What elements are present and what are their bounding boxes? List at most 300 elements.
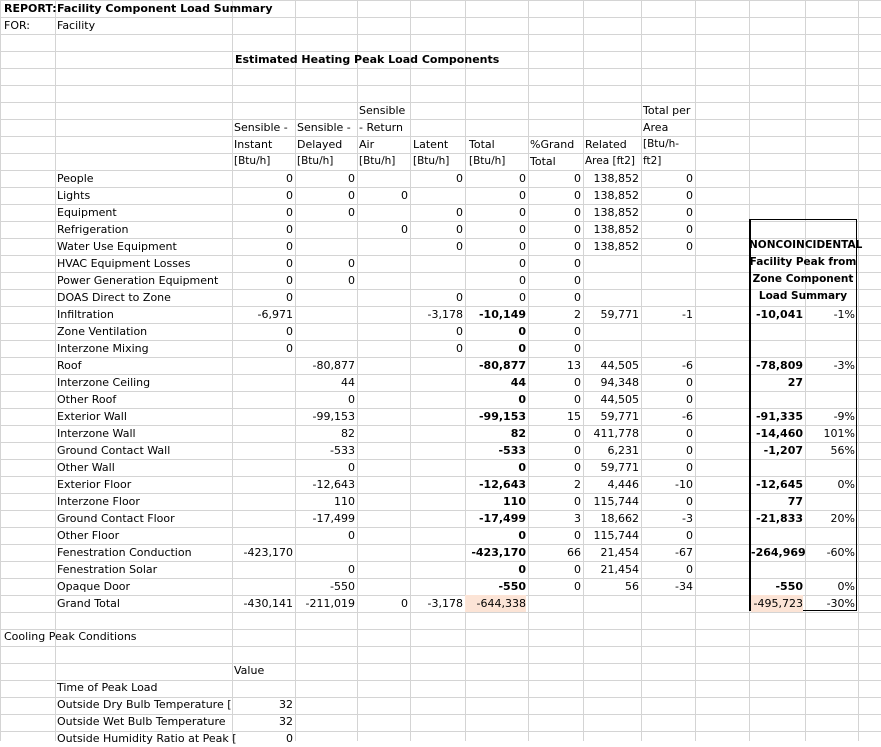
row-label: Ground Contact Floor bbox=[57, 512, 175, 525]
cell-sensible-instant bbox=[232, 459, 293, 476]
cell-total: -99,153 bbox=[478, 410, 526, 423]
cell-sensible-return bbox=[357, 391, 408, 408]
cell-sensible-return bbox=[357, 289, 408, 306]
cell-total-per-area: 0 bbox=[686, 529, 693, 542]
cell-total: 44 bbox=[510, 376, 526, 389]
cell-pct-grand-total: 0 bbox=[574, 291, 581, 304]
row-label: Infiltration bbox=[57, 308, 114, 321]
cell-total: 0 bbox=[519, 257, 526, 270]
cell-total: 0 bbox=[519, 291, 526, 304]
cell-noncoincidental-value: 77 bbox=[787, 495, 803, 508]
cell-noncoincidental-pct bbox=[805, 561, 855, 578]
row-label: Exterior Floor bbox=[57, 478, 132, 491]
cell-total: 0 bbox=[518, 461, 526, 474]
cooling-row-value bbox=[232, 679, 293, 696]
cell-sensible-return bbox=[357, 527, 408, 544]
cell-noncoincidental-value bbox=[751, 238, 803, 255]
section-title: Estimated Heating Peak Load Components bbox=[235, 53, 500, 66]
cell-latent bbox=[410, 476, 463, 493]
cell-sensible-instant: 0 bbox=[286, 206, 293, 219]
cell-total-per-area: 0 bbox=[686, 189, 693, 202]
cell-sensible-return bbox=[357, 323, 408, 340]
cell-sensible-delayed: -533 bbox=[330, 444, 355, 457]
cell-sensible-return bbox=[357, 459, 408, 476]
cell-total: -423,170 bbox=[471, 546, 526, 559]
cell-sensible-return bbox=[357, 425, 408, 442]
cell-noncoincidental-pct: 101% bbox=[823, 427, 855, 440]
cell-noncoincidental-value bbox=[751, 187, 803, 204]
cell-total: 110 bbox=[503, 495, 526, 508]
cell-sensible-instant bbox=[232, 425, 293, 442]
cell-related-area: 138,852 bbox=[593, 206, 639, 219]
cell-sensible-instant: 0 bbox=[286, 257, 293, 270]
cell-pct-grand-total: 0 bbox=[574, 376, 581, 389]
cell-total-per-area bbox=[641, 323, 693, 340]
cell-total-per-area: -1 bbox=[682, 308, 693, 321]
cell-sensible-instant: 0 bbox=[286, 291, 293, 304]
cell-latent bbox=[410, 578, 463, 595]
cell-total-per-area bbox=[641, 289, 693, 306]
cell-related-area: 138,852 bbox=[593, 172, 639, 185]
cell-total-per-area: 0 bbox=[686, 206, 693, 219]
cell-latent bbox=[410, 255, 463, 272]
cell-related-area: 18,662 bbox=[600, 512, 639, 525]
cell-latent bbox=[410, 391, 463, 408]
cell-noncoincidental-value bbox=[751, 272, 803, 289]
cell-total: 0 bbox=[519, 206, 526, 219]
cell-related-area bbox=[583, 340, 639, 357]
cell-latent bbox=[410, 425, 463, 442]
cell-sensible-return bbox=[357, 170, 408, 187]
cell-total-per-area: 0 bbox=[686, 223, 693, 236]
cell-total-per-area: -6 bbox=[682, 410, 693, 423]
cell-sensible-instant: 0 bbox=[286, 342, 293, 355]
cell-sensible-instant: 0 bbox=[286, 325, 293, 338]
cell-noncoincidental-value: -1,207 bbox=[763, 444, 803, 457]
cell-total-per-area: 0 bbox=[686, 376, 693, 389]
cell-sensible-return bbox=[357, 340, 408, 357]
cell-sensible-return bbox=[357, 442, 408, 459]
cell-sensible-delayed: 0 bbox=[348, 563, 355, 576]
row-label: Interzone Mixing bbox=[57, 342, 149, 355]
cell-sensible-delayed bbox=[295, 289, 355, 306]
cell-latent: 0 bbox=[456, 240, 463, 253]
cell-noncoincidental-pct bbox=[805, 323, 855, 340]
cell-pct-grand-total: 0 bbox=[574, 325, 581, 338]
cell-total-per-area: 0 bbox=[686, 172, 693, 185]
cell-latent: -3,178 bbox=[427, 597, 463, 610]
row-label: Interzone Ceiling bbox=[57, 376, 151, 389]
cell-related-area: 21,454 bbox=[600, 563, 639, 576]
cell-noncoincidental-value: -14,460 bbox=[755, 427, 803, 440]
cell-total: 0 bbox=[519, 240, 526, 253]
cooling-section-title: Cooling Peak Conditions bbox=[4, 630, 137, 643]
row-label: Zone Ventilation bbox=[57, 325, 148, 338]
cell-total: 0 bbox=[519, 274, 526, 287]
cell-total-per-area bbox=[641, 272, 693, 289]
cell-noncoincidental-pct: -9% bbox=[833, 410, 855, 423]
cell-noncoincidental-value bbox=[751, 323, 803, 340]
cell-noncoincidental-value bbox=[751, 221, 803, 238]
report-title: Facility Component Load Summary bbox=[57, 2, 273, 15]
cell-sensible-delayed: -99,153 bbox=[312, 410, 355, 423]
cell-sensible-delayed: 0 bbox=[348, 257, 355, 270]
cell-total-per-area: -6 bbox=[682, 359, 693, 372]
cell-total: 0 bbox=[518, 529, 526, 542]
cell-noncoincidental-pct bbox=[805, 340, 855, 357]
cell-sensible-delayed: 0 bbox=[348, 172, 355, 185]
cell-sensible-return bbox=[357, 272, 408, 289]
cell-noncoincidental-pct: -60% bbox=[826, 546, 855, 559]
cooling-row-label: Outside Wet Bulb Temperature bbox=[57, 715, 226, 728]
cell-total-per-area: -67 bbox=[675, 546, 693, 559]
cell-noncoincidental-pct bbox=[805, 170, 855, 187]
cell-total: -10,149 bbox=[478, 308, 526, 321]
cell-sensible-instant bbox=[232, 476, 293, 493]
row-label: Water Use Equipment bbox=[57, 240, 177, 253]
cell-sensible-delayed bbox=[295, 238, 355, 255]
cell-latent bbox=[410, 459, 463, 476]
cell-noncoincidental-pct: 0% bbox=[837, 478, 855, 491]
cell-sensible-instant: 0 bbox=[286, 274, 293, 287]
cell-noncoincidental-pct: 20% bbox=[830, 512, 855, 525]
cell-pct-grand-total: 0 bbox=[574, 495, 581, 508]
cell-pct-grand-total: 0 bbox=[574, 580, 581, 593]
cell-noncoincidental-value: -78,809 bbox=[755, 359, 803, 372]
row-label: Other Floor bbox=[57, 529, 120, 542]
cell-sensible-return bbox=[357, 476, 408, 493]
cell-sensible-delayed: -550 bbox=[330, 580, 355, 593]
cell-sensible-return bbox=[357, 255, 408, 272]
cell-related-area: 138,852 bbox=[593, 240, 639, 253]
row-label: Refrigeration bbox=[57, 223, 129, 236]
cell-sensible-instant bbox=[232, 374, 293, 391]
cell-sensible-instant bbox=[232, 578, 293, 595]
cell-related-area: 59,771 bbox=[600, 461, 639, 474]
cell-latent bbox=[410, 493, 463, 510]
cell-related-area: 115,744 bbox=[593, 495, 639, 508]
cell-noncoincidental-value: -12,645 bbox=[755, 478, 803, 491]
cell-latent: 0 bbox=[456, 325, 463, 338]
cell-noncoincidental-pct bbox=[805, 374, 855, 391]
cell-sensible-instant bbox=[232, 493, 293, 510]
cell-sensible-instant bbox=[232, 510, 293, 527]
cell-sensible-instant: -6,971 bbox=[257, 308, 293, 321]
cell-noncoincidental-pct bbox=[805, 391, 855, 408]
cell-pct-grand-total: 0 bbox=[574, 342, 581, 355]
cell-pct-grand-total: 66 bbox=[567, 546, 581, 559]
row-label: Other Wall bbox=[57, 461, 115, 474]
cell-related-area: 56 bbox=[625, 580, 639, 593]
cell-sensible-return bbox=[357, 510, 408, 527]
cell-latent bbox=[410, 374, 463, 391]
cell-noncoincidental-pct: -1% bbox=[833, 308, 855, 321]
row-label: Other Roof bbox=[57, 393, 117, 406]
cell-sensible-delayed: 82 bbox=[341, 427, 355, 440]
cell-latent bbox=[410, 442, 463, 459]
cell-total-per-area bbox=[641, 595, 693, 612]
cell-noncoincidental-value bbox=[751, 204, 803, 221]
cell-sensible-instant bbox=[232, 561, 293, 578]
cell-noncoincidental-value: 27 bbox=[787, 376, 803, 389]
cell-related-area: 59,771 bbox=[600, 410, 639, 423]
cell-sensible-instant: 0 bbox=[286, 189, 293, 202]
cell-latent: 0 bbox=[456, 223, 463, 236]
cell-sensible-return bbox=[357, 578, 408, 595]
cell-latent: -3,178 bbox=[427, 308, 463, 321]
cell-related-area bbox=[583, 595, 639, 612]
cell-noncoincidental-pct bbox=[805, 221, 855, 238]
cooling-row-label: Outside Humidity Ratio at Peak [ bbox=[57, 732, 237, 745]
row-label: Ground Contact Wall bbox=[57, 444, 171, 457]
cell-noncoincidental-pct bbox=[805, 527, 855, 544]
cell-total: 0 bbox=[518, 393, 526, 406]
cell-noncoincidental-pct bbox=[805, 459, 855, 476]
cell-related-area: 59,771 bbox=[600, 308, 639, 321]
cell-noncoincidental-value: -550 bbox=[775, 580, 803, 593]
row-label: Fenestration Conduction bbox=[57, 546, 192, 559]
cell-pct-grand-total: 0 bbox=[574, 257, 581, 270]
cell-sensible-instant bbox=[232, 408, 293, 425]
cell-total: 0 bbox=[518, 325, 526, 338]
cell-pct-grand-total: 13 bbox=[567, 359, 581, 372]
cell-latent bbox=[410, 272, 463, 289]
row-label: Power Generation Equipment bbox=[57, 274, 219, 287]
cell-noncoincidental-value bbox=[751, 289, 803, 306]
cell-sensible-delayed: 0 bbox=[348, 529, 355, 542]
noncoincidental-caption-1: Facility Peak from bbox=[749, 256, 857, 268]
row-label: Fenestration Solar bbox=[57, 563, 158, 576]
cooling-row-label: Time of Peak Load bbox=[57, 681, 158, 694]
cell-noncoincidental-value: -264,969 bbox=[751, 546, 806, 559]
cell-sensible-return bbox=[357, 544, 408, 561]
cell-related-area: 411,778 bbox=[593, 427, 639, 440]
cell-related-area: 6,231 bbox=[607, 444, 639, 457]
cell-total: -17,499 bbox=[478, 512, 526, 525]
cell-latent bbox=[410, 510, 463, 527]
cell-related-area: 44,505 bbox=[600, 393, 639, 406]
cell-pct-grand-total: 2 bbox=[574, 478, 581, 491]
cell-noncoincidental-pct: 0% bbox=[837, 580, 855, 593]
cell-noncoincidental-pct bbox=[805, 238, 855, 255]
cell-noncoincidental-pct: 56% bbox=[830, 444, 855, 457]
cell-latent bbox=[410, 408, 463, 425]
cell-latent: 0 bbox=[456, 172, 463, 185]
cell-sensible-delayed bbox=[295, 323, 355, 340]
cell-sensible-return bbox=[357, 561, 408, 578]
cell-total: -533 bbox=[498, 444, 526, 457]
cell-sensible-return bbox=[357, 238, 408, 255]
cell-sensible-delayed bbox=[295, 340, 355, 357]
cell-latent bbox=[410, 544, 463, 561]
noncoincidental-caption-3: Load Summary bbox=[758, 290, 848, 302]
cell-total-per-area: -34 bbox=[675, 580, 693, 593]
cell-pct-grand-total: 0 bbox=[574, 444, 581, 457]
cell-noncoincidental-pct: -30% bbox=[826, 597, 855, 610]
row-label: Roof bbox=[57, 359, 82, 372]
cell-noncoincidental-value: -91,335 bbox=[755, 410, 803, 423]
cell-sensible-return bbox=[357, 204, 408, 221]
cell-sensible-delayed: 0 bbox=[348, 274, 355, 287]
cell-noncoincidental-value bbox=[751, 340, 803, 357]
noncoincidental-title: NONCOINCIDENTAL bbox=[749, 239, 863, 251]
cell-total-per-area: 0 bbox=[686, 427, 693, 440]
cell-related-area bbox=[583, 289, 639, 306]
cell-noncoincidental-value: -495,723 bbox=[751, 595, 803, 612]
row-label: HVAC Equipment Losses bbox=[57, 257, 191, 270]
cell-total-per-area bbox=[641, 340, 693, 357]
cell-latent: 0 bbox=[456, 206, 463, 219]
report-label: REPORT: bbox=[4, 2, 57, 15]
cooling-row-value: 32 bbox=[279, 715, 293, 728]
cell-sensible-instant: 0 bbox=[286, 240, 293, 253]
cell-sensible-instant bbox=[232, 527, 293, 544]
row-label: Interzone Floor bbox=[57, 495, 140, 508]
cell-total-per-area: 0 bbox=[686, 444, 693, 457]
cell-related-area bbox=[583, 272, 639, 289]
cell-pct-grand-total bbox=[528, 595, 581, 612]
cell-sensible-return: 0 bbox=[401, 223, 408, 236]
row-label: People bbox=[57, 172, 94, 185]
cell-noncoincidental-value bbox=[751, 255, 803, 272]
cell-sensible-return bbox=[357, 357, 408, 374]
cell-total-per-area: 0 bbox=[686, 461, 693, 474]
cell-noncoincidental-pct bbox=[805, 289, 855, 306]
cell-sensible-delayed: 110 bbox=[334, 495, 355, 508]
cell-related-area: 94,348 bbox=[600, 376, 639, 389]
cell-sensible-delayed: 0 bbox=[348, 461, 355, 474]
cell-noncoincidental-pct bbox=[805, 204, 855, 221]
cell-sensible-return: 0 bbox=[401, 597, 408, 610]
cell-pct-grand-total: 0 bbox=[574, 461, 581, 474]
cell-sensible-instant bbox=[232, 357, 293, 374]
cell-total-per-area: -10 bbox=[675, 478, 693, 491]
cell-sensible-instant: 0 bbox=[286, 172, 293, 185]
cell-total: 0 bbox=[519, 223, 526, 236]
cell-total: 0 bbox=[518, 342, 526, 355]
cell-pct-grand-total: 0 bbox=[574, 206, 581, 219]
cell-pct-grand-total: 0 bbox=[574, 240, 581, 253]
cell-total: -80,877 bbox=[478, 359, 526, 372]
cell-sensible-instant: -423,170 bbox=[243, 546, 293, 559]
row-label: DOAS Direct to Zone bbox=[57, 291, 171, 304]
cell-pct-grand-total: 0 bbox=[574, 529, 581, 542]
cell-pct-grand-total: 0 bbox=[574, 172, 581, 185]
cell-sensible-delayed: -17,499 bbox=[312, 512, 355, 525]
cell-latent: 0 bbox=[456, 291, 463, 304]
cell-sensible-delayed: -211,019 bbox=[305, 597, 355, 610]
cell-sensible-delayed: 44 bbox=[341, 376, 355, 389]
cell-noncoincidental-pct bbox=[805, 255, 855, 272]
row-label: Exterior Wall bbox=[57, 410, 127, 423]
cell-sensible-return bbox=[357, 306, 408, 323]
cell-noncoincidental-pct bbox=[805, 187, 855, 204]
cell-pct-grand-total: 2 bbox=[574, 308, 581, 321]
cell-pct-grand-total: 0 bbox=[574, 563, 581, 576]
cell-noncoincidental-value: -10,041 bbox=[755, 308, 803, 321]
cell-noncoincidental-value: -21,833 bbox=[755, 512, 803, 525]
cell-total: 0 bbox=[519, 172, 526, 185]
cell-sensible-instant bbox=[232, 442, 293, 459]
cell-sensible-delayed: 0 bbox=[348, 393, 355, 406]
cell-related-area: 115,744 bbox=[593, 529, 639, 542]
cell-noncoincidental-pct: -3% bbox=[833, 359, 855, 372]
row-label: Grand Total bbox=[57, 597, 120, 610]
cell-latent bbox=[410, 357, 463, 374]
cell-sensible-instant bbox=[232, 391, 293, 408]
cell-noncoincidental-value bbox=[751, 459, 803, 476]
row-label: Lights bbox=[57, 189, 91, 202]
cell-latent bbox=[410, 527, 463, 544]
cell-total-per-area: 0 bbox=[686, 563, 693, 576]
cell-sensible-delayed: -80,877 bbox=[312, 359, 355, 372]
cell-total-per-area: 0 bbox=[686, 393, 693, 406]
cooling-row-value: 0 bbox=[286, 732, 293, 745]
cell-related-area: 4,446 bbox=[607, 478, 639, 491]
cell-total-per-area: 0 bbox=[686, 240, 693, 253]
cell-sensible-instant: -430,141 bbox=[243, 597, 293, 610]
cell-sensible-return bbox=[357, 493, 408, 510]
cell-latent bbox=[410, 187, 463, 204]
cell-related-area: 44,505 bbox=[600, 359, 639, 372]
cell-related-area bbox=[583, 255, 639, 272]
row-label: Opaque Door bbox=[57, 580, 131, 593]
cell-noncoincidental-pct bbox=[805, 272, 855, 289]
cell-total-per-area: -3 bbox=[682, 512, 693, 525]
cell-total-per-area bbox=[641, 255, 693, 272]
cell-total: 0 bbox=[518, 563, 526, 576]
cell-sensible-delayed: 0 bbox=[348, 206, 355, 219]
noncoincidental-caption-2: Zone Component bbox=[752, 273, 854, 285]
cell-pct-grand-total: 15 bbox=[567, 410, 581, 423]
cell-total-per-area: 0 bbox=[686, 495, 693, 508]
cell-noncoincidental-value bbox=[751, 391, 803, 408]
cell-sensible-delayed bbox=[295, 221, 355, 238]
cooling-value-header: Value bbox=[234, 664, 265, 677]
cell-noncoincidental-pct bbox=[805, 493, 855, 510]
cell-related-area: 138,852 bbox=[593, 223, 639, 236]
cooling-row-label: Outside Dry Bulb Temperature [ bbox=[57, 698, 232, 711]
cell-latent bbox=[410, 561, 463, 578]
cell-total: -12,643 bbox=[478, 478, 526, 491]
row-label: Equipment bbox=[57, 206, 117, 219]
cell-pct-grand-total: 0 bbox=[574, 223, 581, 236]
cell-sensible-delayed bbox=[295, 544, 355, 561]
cell-noncoincidental-value bbox=[751, 561, 803, 578]
cell-sensible-return bbox=[357, 374, 408, 391]
cell-pct-grand-total: 0 bbox=[574, 393, 581, 406]
cell-total: 0 bbox=[519, 189, 526, 202]
cell-sensible-delayed: -12,643 bbox=[312, 478, 355, 491]
cell-noncoincidental-value bbox=[751, 170, 803, 187]
cell-related-area bbox=[583, 323, 639, 340]
cell-total: -644,338 bbox=[465, 595, 526, 612]
cell-sensible-delayed: 0 bbox=[348, 189, 355, 202]
cell-pct-grand-total: 0 bbox=[574, 427, 581, 440]
cell-related-area: 138,852 bbox=[593, 189, 639, 202]
cell-noncoincidental-value bbox=[751, 527, 803, 544]
cell-pct-grand-total: 0 bbox=[574, 189, 581, 202]
for-value: Facility bbox=[57, 19, 96, 32]
cell-sensible-delayed bbox=[295, 306, 355, 323]
cell-related-area: 21,454 bbox=[600, 546, 639, 559]
cell-pct-grand-total: 0 bbox=[574, 274, 581, 287]
cell-sensible-instant: 0 bbox=[286, 223, 293, 236]
cell-pct-grand-total: 3 bbox=[574, 512, 581, 525]
for-label: FOR: bbox=[4, 19, 30, 32]
cell-sensible-return bbox=[357, 408, 408, 425]
cell-sensible-return: 0 bbox=[401, 189, 408, 202]
